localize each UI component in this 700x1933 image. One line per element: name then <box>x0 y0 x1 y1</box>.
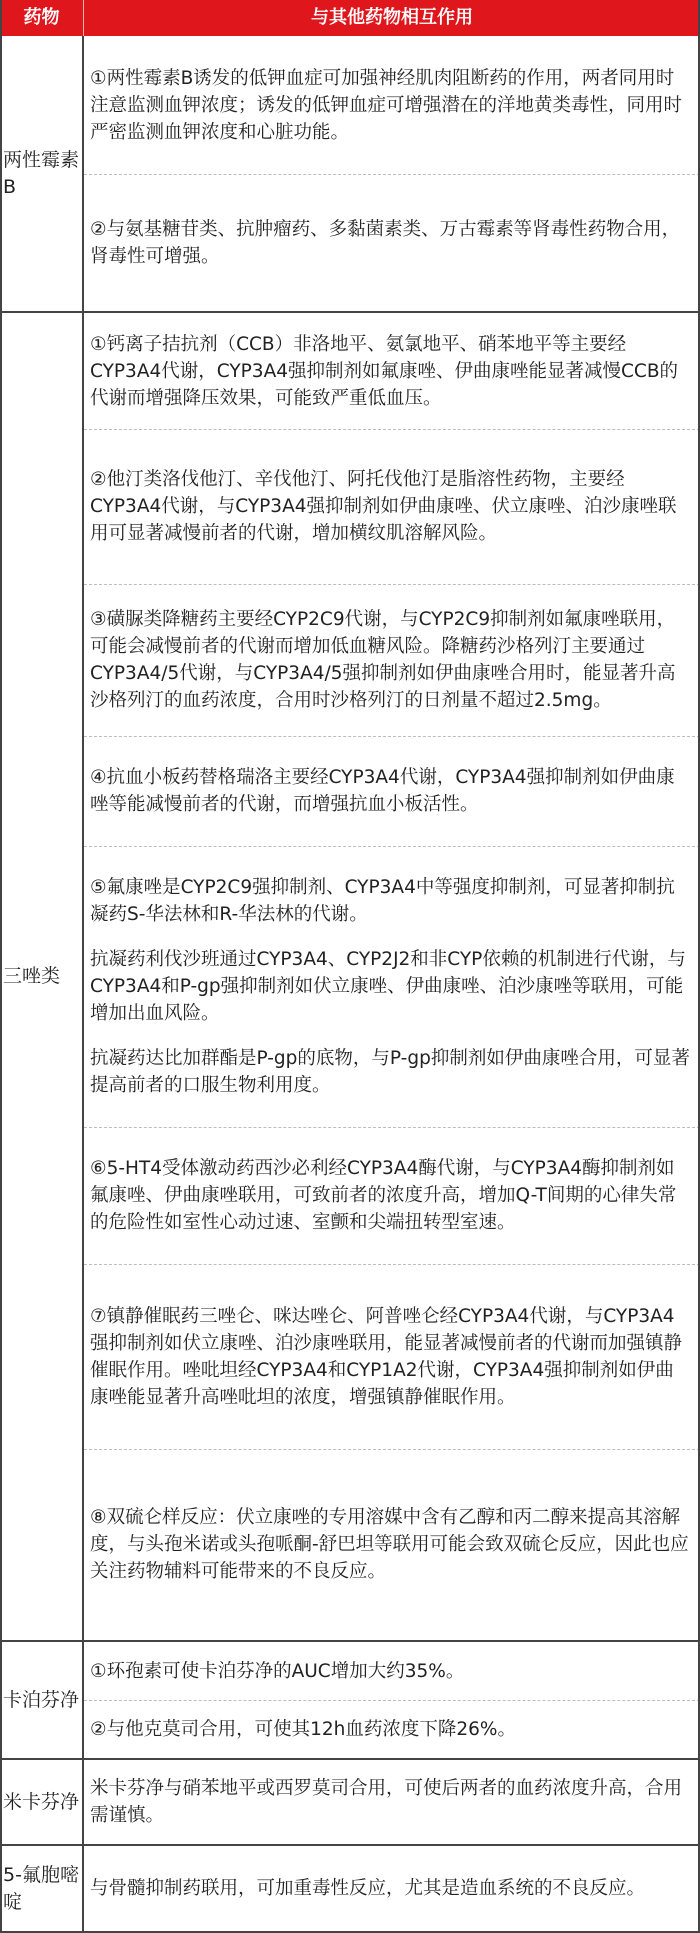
interaction-cell <box>84 1127 700 1264</box>
drug-name: 三唑类 <box>3 965 61 987</box>
table-row-caspofungin <box>0 1642 700 1760</box>
interaction-cell <box>84 736 700 846</box>
interaction-text: ⑦镇静催眠药三唑仑、咪达唑仑、阿普唑仑经CYP3A4代谢，与CYP3A4强抑制剂如伏立康唑、泊沙康唑联用，能显著减慢前者的代谢而加强镇静催眠作用。唑吡坦经CYP3A4和CYP1A2代谢，CYP3A4强抑制剂如伊曲康唑能显著升高唑吡坦的浓度，增强镇静催眠作用。 <box>90 1305 683 1408</box>
interaction-text: ①钙离子拮抗剂（CCB）非洛地平、氨氯地平、硝苯地平等主要经CYP3A4代谢，CYP3A4强抑制剂如氟康唑、伊曲康唑能显著减慢CCB的代谢而增强降压效果，可能致严重低血压。 <box>90 333 679 409</box>
interaction-cell <box>84 174 700 311</box>
interaction-text: ②与氨基糖苷类、抗肿瘤药、多黏菌素类、万古霉素等肾毒性药物合用，肾毒性可增强。 <box>90 218 681 267</box>
interaction-text: ④抗血小板药替格瑞洛主要经CYP3A4代谢，CYP3A4强抑制剂如伊曲康唑等能减慢前者的代谢，而增强抗血小板活性。 <box>90 767 675 815</box>
header-interaction: 与其他药物相互作用 <box>311 7 473 28</box>
interaction-text: ①环孢素可使卡泊芬净的AUC增加大约35%。 <box>90 1660 465 1682</box>
interaction-text: ②与他克莫司合用，可使其12h血药浓度下降26%。 <box>90 1718 516 1740</box>
table-row-triazoles <box>0 313 700 1642</box>
interaction-cell <box>84 429 700 584</box>
table-row-flucytosine <box>0 1846 700 1933</box>
drug-name: 5-氟胞嘧啶 <box>3 1863 79 1913</box>
table-header <box>0 0 700 36</box>
drug-name: 卡泊芬净 <box>3 1688 80 1711</box>
interaction-cell <box>84 846 700 1127</box>
header-drug: 药物 <box>0 0 84 36</box>
interaction-cell <box>84 1700 700 1758</box>
interaction-text: ⑧双硫仑样反应：伏立康唑的专用溶媒中含有乙醇和丙二醇来提高其溶解度，与头孢米诺或头孢哌酮-舒巴坦等联用可能会致双硫仑反应，因此也应关注药物辅料可能带来的不良反应。 <box>90 1507 689 1582</box>
table-row-amphotericin-b <box>0 36 700 313</box>
drug-name-cell <box>0 1760 84 1844</box>
interaction-cell <box>84 313 700 429</box>
interaction-text: ③磺脲类降糖药主要经CYP2C9代谢，与CYP2C9抑制剂如氟康唑联用，可能会减慢前者的代谢而增加低血糖风险。降糖药沙格列汀主要通过CYP3A4/5代谢，与CYP3A4/5强抑制剂如伊曲康唑合用时，能显著升高沙格列汀的血药浓度，合用时沙格列汀的日剂量不超过2.5mg。 <box>90 609 676 711</box>
table-row-micafungin <box>0 1760 700 1846</box>
drug-name-cell <box>0 313 84 1640</box>
interaction-cell <box>84 1264 700 1449</box>
interaction-cell <box>84 1760 700 1844</box>
interaction-text: 抗凝药达比加群酯是P-gp的底物，与P-gp抑制剂如伊曲康唑合用，可显著提高前者的口服生物利用度。 <box>90 1048 690 1096</box>
interaction-text: 与骨髓抑制药联用，可加重毒性反应，尤其是造血系统的不良反应。 <box>90 1878 646 1899</box>
drug-name-cell <box>0 1642 84 1758</box>
interaction-cell <box>84 1449 700 1640</box>
drug-name: 两性霉素B <box>3 148 80 198</box>
interaction-text: 抗凝药利伐沙班通过CYP3A4、CYP2J2和非CYP依赖的机制进行代谢，与CYP3A4和P-gp强抑制剂如伏立康唑、伊曲康唑、泊沙康唑等联用，可能增加出血风险。 <box>90 949 686 1024</box>
interaction-text: ①两性霉素B诱发的低钾血症可加强神经肌肉阻断药的作用，两者同用时注意监测血钾浓度；诱发的低钾血症可增强潜在的洋地黄类毒性，同用时严密监测血钾浓度和心脏功能。 <box>90 67 683 143</box>
interaction-text: ⑥5-HT4受体激动药西沙必利经CYP3A4酶代谢，与CYP3A4酶抑制剂如氟康唑、伊曲康唑联用，可致前者的浓度升高，增加Q-T间期的心律失常的危险性如室性心动过速、室颤和尖端扭转型室速。 <box>90 1158 677 1233</box>
interaction-cell <box>84 36 700 174</box>
interaction-cell <box>84 584 700 736</box>
interaction-text: ⑤氟康唑是CYP2C9强抑制剂、CYP3A4中等强度抑制剂，可显著抑制抗凝药S-华法林和R-华法林的代谢。 <box>90 877 675 925</box>
drug-name-cell <box>0 36 84 311</box>
drug-name: 米卡芬净 <box>3 1790 80 1813</box>
interaction-text: ②他汀类洛伐他汀、辛伐他汀、阿托伐他汀是脂溶性药物，主要经CYP3A4代谢，与CYP3A4强抑制剂如伊曲康唑、伏立康唑、泊沙康唑联用可显著减慢前者的代谢，增加横纹肌溶解风险。 <box>90 469 677 544</box>
interaction-text: 米卡芬净与硝苯地平或西罗莫司合用，可使后两者的血药浓度升高，合用需谨慎。 <box>90 1778 683 1826</box>
drug-name-cell <box>0 1846 84 1931</box>
interaction-cell <box>84 1846 700 1931</box>
interaction-cell <box>84 1642 700 1700</box>
